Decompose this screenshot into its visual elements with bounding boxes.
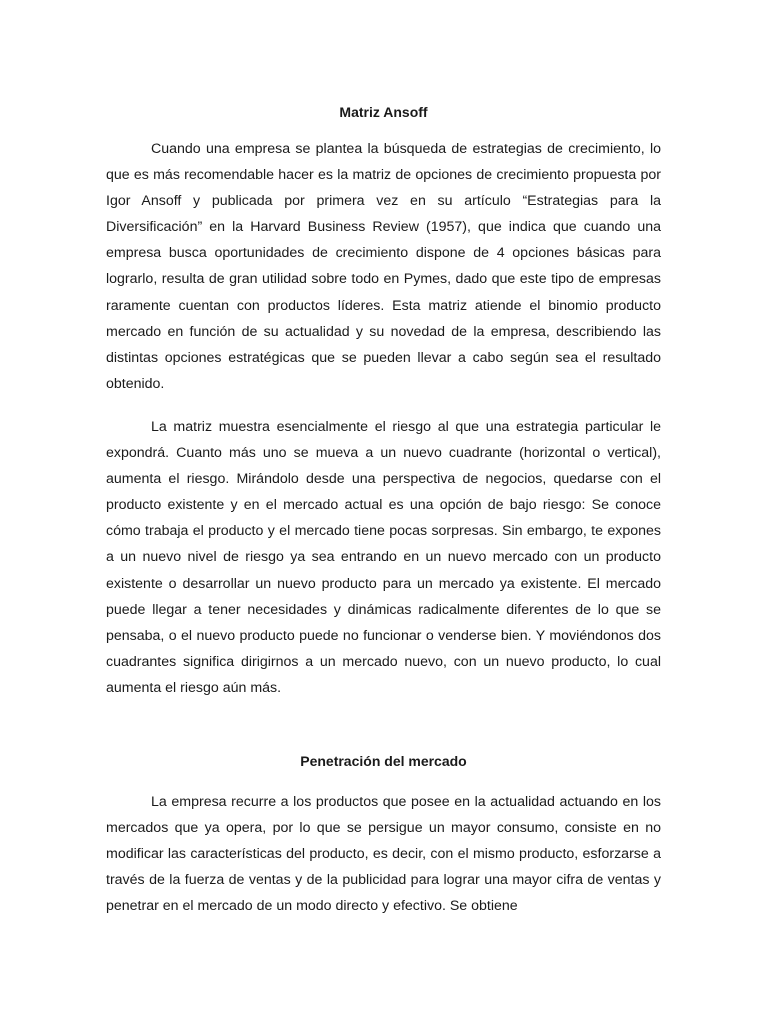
paragraph-risk: La matriz muestra esencialmente el riesgo al que una estrategia particular le expondrá. Cuanto más uno se mueva a un nuevo cuadrante (horizontal o vertical), aumenta el riesgo. Mirándolo desde una perspectiva de negocios, quedarse con el producto existente y en el mercado actual es una opción de bajo riesgo: Se conoce cómo trabaja el producto y el mercado tiene pocas sorpresas. Sin embargo, te expones a un nuevo nivel de riesgo ya sea entrando en un nuevo mercado con un producto existente o desarrollar un nuevo producto para un mercado ya existente. El mercado puede llegar a tener necesidades y dinámicas radicalmente diferentes de lo que se pensaba, o el nuevo producto puede no funcionar o venderse bien. Y moviéndonos dos cuadrantes significa dirigirnos a un mercado nuevo, con un nuevo producto, lo cual aumenta el riesgo aún más.: [106, 419, 661, 696]
paragraph-intro: Cuando una empresa se plantea la búsqueda de estrategias de crecimiento, lo que es más recomendable hacer es la matriz de opciones de crecimiento propuesta por Igor Ansoff y publicada por primera vez en su artículo “Estrategias para la Diversificación” en la Harvard Business Review (1957), que indica que cuando una empresa busca oportunidades de crecimiento dispone de 4 opciones básicas para lograrlo, resulta de gran utilidad sobre todo en Pymes, dado que este tipo de empresas raramente cuentan con productos líderes. Esta matriz atiende el binomio producto mercado en función de su actualidad y su novedad de la empresa, describiendo las distintas opciones estratégicas que se pueden llevar a cabo según sea el resultado obtenido.: [106, 141, 661, 392]
page-title: Matriz Ansoff: [339, 104, 428, 120]
paragraph-market-penetration: La empresa recurre a los productos que posee en la actualidad actuando en los mercados que ya opera, por lo que se persigue un mayor consumo, consiste en no modificar las características del producto, es decir, con el mismo producto, esforzarse a través de la fuerza de ventas y de la publicidad para lograr una mayor cifra de ventas y penetrar en el mercado de un modo directo y efectivo. Se obtiene: [106, 794, 661, 915]
section-title: Penetración del mercado: [300, 753, 467, 769]
